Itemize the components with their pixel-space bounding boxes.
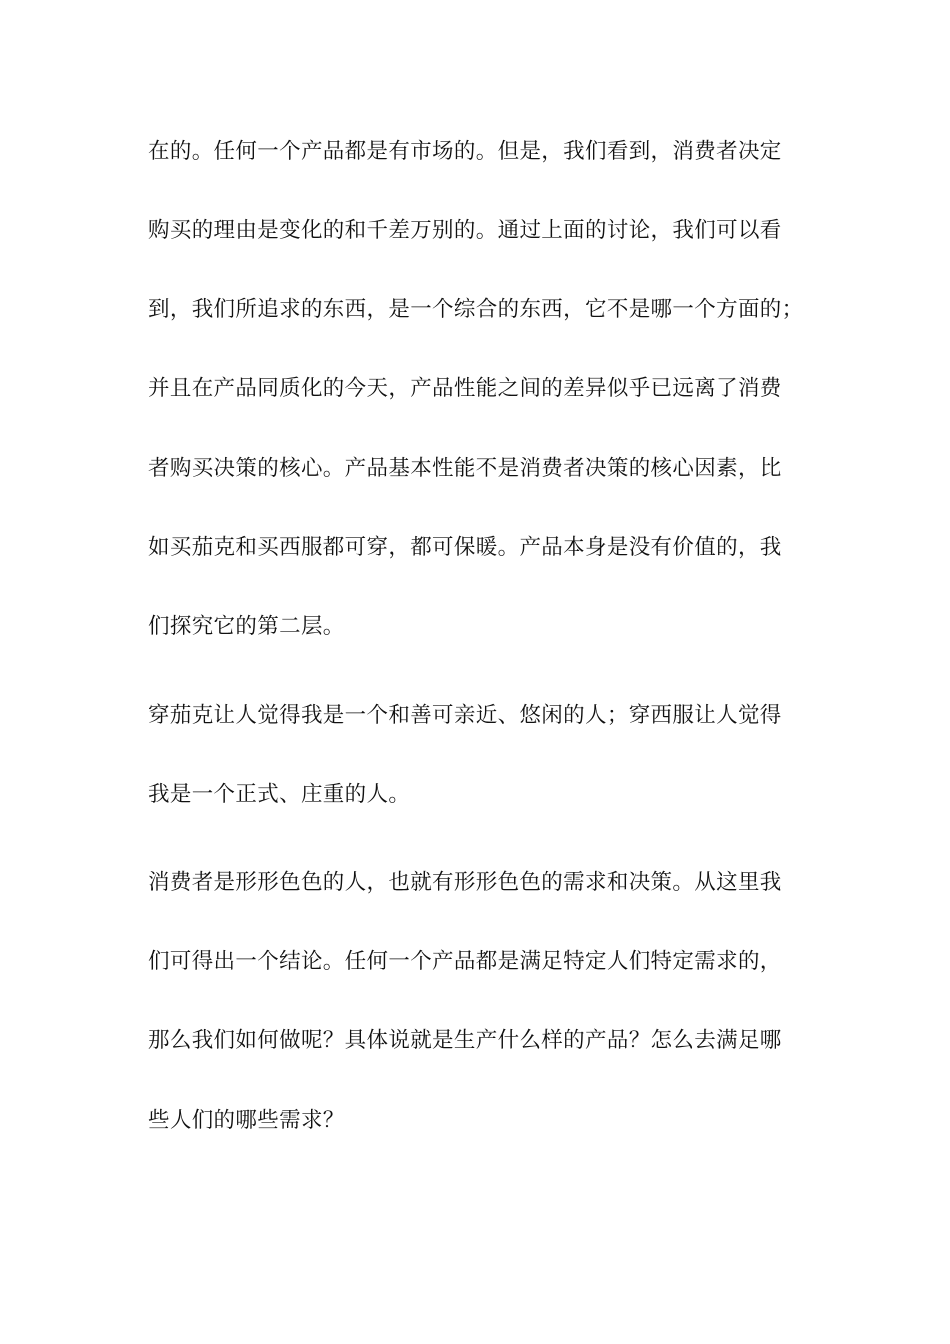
text-line: 们探究它的第二层。 bbox=[148, 614, 345, 639]
text-line: 如买茄克和买西服都可穿，都可保暖。产品本身是没有价值的，我 bbox=[148, 535, 782, 560]
text-line: 穿茄克让人觉得我是一个和善可亲近、悠闲的人；穿西服让人觉得 bbox=[148, 703, 782, 728]
text-line: 些人们的哪些需求？ bbox=[148, 1108, 345, 1133]
text-line: 在的。任何一个产品都是有市场的。但是，我们看到，消费者决定 bbox=[148, 139, 782, 164]
text-line: 并且在产品同质化的今天，产品性能之间的差异似乎已远离了消费 bbox=[148, 376, 782, 401]
text-line: 我是一个正式、庄重的人。 bbox=[148, 782, 411, 807]
text-line: 购买的理由是变化的和千差万别的。通过上面的讨论，我们可以看 bbox=[148, 218, 782, 243]
text-line: 那么我们如何做呢？具体说就是生产什么样的产品？怎么去满足哪 bbox=[148, 1028, 782, 1053]
text-line: 们可得出一个结论。任何一个产品都是满足特定人们特定需求的， bbox=[148, 949, 782, 974]
text-line: 到，我们所追求的东西，是一个综合的东西，它不是哪一个方面的； bbox=[148, 297, 804, 322]
text-line: 者购买决策的核心。产品基本性能不是消费者决策的核心因素，比 bbox=[148, 456, 782, 481]
text-line: 消费者是形形色色的人，也就有形形色色的需求和决策。从这里我 bbox=[148, 870, 782, 895]
